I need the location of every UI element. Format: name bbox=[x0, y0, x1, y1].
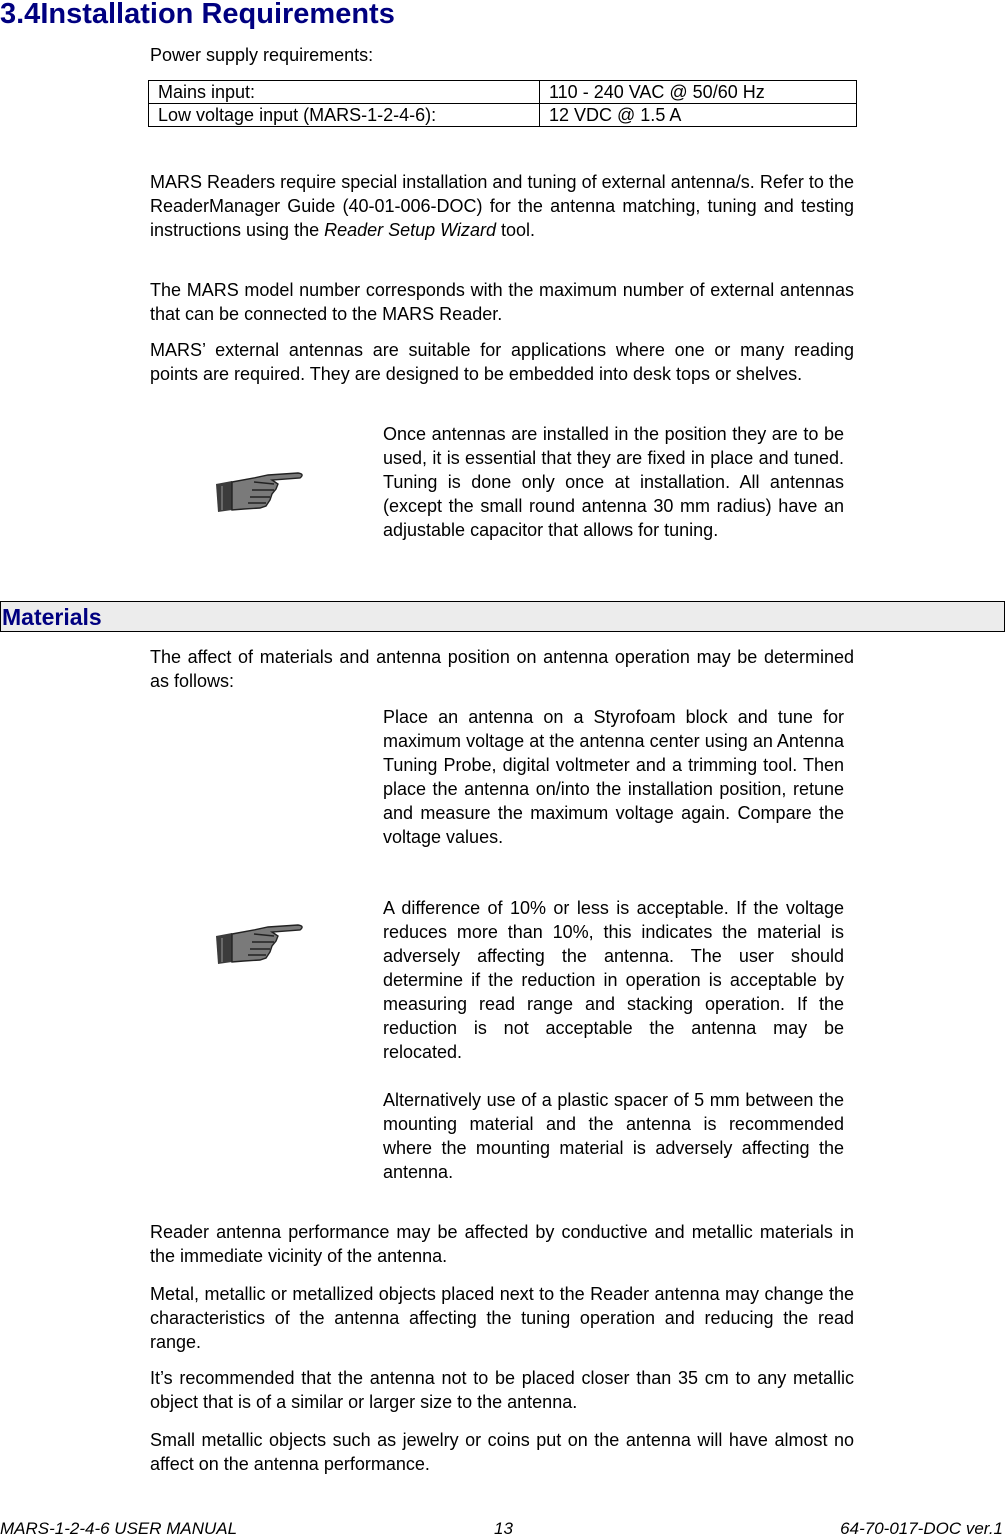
materials-paragraph-1: Reader antenna performance may be affected by conductive and metallic materials in the immediate vicinity of the antenna. bbox=[150, 1222, 854, 1266]
materials-intro: The affect of materials and antenna position on antenna operation may be determined as follows: bbox=[150, 647, 854, 691]
power-intro: Power supply requirements: bbox=[150, 45, 374, 65]
install-p1-end: tool. bbox=[496, 220, 536, 240]
install-paragraph-3: MARS’ external antennas are suitable for applications where one or many reading points are required. They are designed to be embedded into desk tops or shelves. bbox=[150, 340, 854, 384]
pointing-hand-icon bbox=[214, 470, 306, 514]
materials-paragraph-4: Small metallic objects such as jewelry or coins put on the antenna will have almost no affect on the antenna performance. bbox=[150, 1430, 854, 1474]
materials-note-1: Place an antenna on a Styrofoam block and tune for maximum voltage at the antenna center using an Antenna Tuning Probe, digital voltmeter and a trimming tool. Then place the antenna on/into the installation position, retune and measure the maximum voltage again. Compare the voltage values. bbox=[383, 707, 844, 847]
install-p1-text: MARS Readers require special installation and tuning of external antenna/s. Refer to the ReaderManager Guide (40-01-006-DOC) for the antenna matching, tuning and testing instructions using the bbox=[150, 172, 854, 240]
materials-heading: Materials bbox=[2, 604, 102, 630]
table-cell-value: 12 VDC @ 1.5 A bbox=[540, 104, 857, 127]
install-note: Once antennas are installed in the position they are to be used, it is essential that they are fixed in place and tuned. Tuning is done only once at installation. All antennas (except the small round antenna 30 mm radius) have an adjustable capacitor that allows for tuning. bbox=[383, 424, 844, 540]
pointing-hand-icon bbox=[214, 922, 306, 966]
install-paragraph-1 bbox=[150, 170, 854, 242]
footer-page-number: 13 bbox=[494, 1519, 513, 1538]
table-cell-label: Mains input: bbox=[149, 81, 540, 104]
table-cell-label: Low voltage input (MARS-1-2-4-6): bbox=[149, 104, 540, 127]
table-cell-value: 110 - 240 VAC @ 50/60 Hz bbox=[540, 81, 857, 104]
table-row bbox=[149, 81, 857, 104]
materials-note-2: A difference of 10% or less is acceptable. If the voltage reduces more than 10%, this indicates the material is adversely affecting the antenna. The user should determine if the reduction in operation is acceptable by measuring read range and stacking operation. If the reduction is not acceptable the antenna may be relocated. bbox=[383, 898, 844, 1062]
footer-doc-version: 64-70-017-DOC ver.1 bbox=[840, 1519, 1003, 1538]
materials-section-bar bbox=[0, 601, 1005, 632]
table-row bbox=[149, 104, 857, 127]
footer-manual-name: MARS-1-2-4-6 USER MANUAL bbox=[0, 1519, 238, 1538]
materials-paragraph-3: It’s recommended that the antenna not to be placed closer than 35 cm to any metallic object that is of a similar or larger size to the antenna. bbox=[150, 1368, 854, 1412]
materials-paragraph-2: Metal, metallic or metallized objects placed next to the Reader antenna may change the characteristics of the antenna affecting the tuning operation and reducing the read range. bbox=[150, 1284, 854, 1352]
page-title: 3.4Installation Requirements bbox=[0, 0, 395, 30]
power-requirements-table bbox=[148, 80, 857, 127]
wizard-name: Reader Setup Wizard bbox=[324, 220, 497, 240]
install-paragraph-2: The MARS model number corresponds with the maximum number of external antennas that can be connected to the MARS Reader. bbox=[150, 280, 854, 324]
materials-note-3: Alternatively use of a plastic spacer of 5 mm between the mounting material and the antenna is recommended where the mounting material is adversely affecting the antenna. bbox=[383, 1090, 844, 1182]
